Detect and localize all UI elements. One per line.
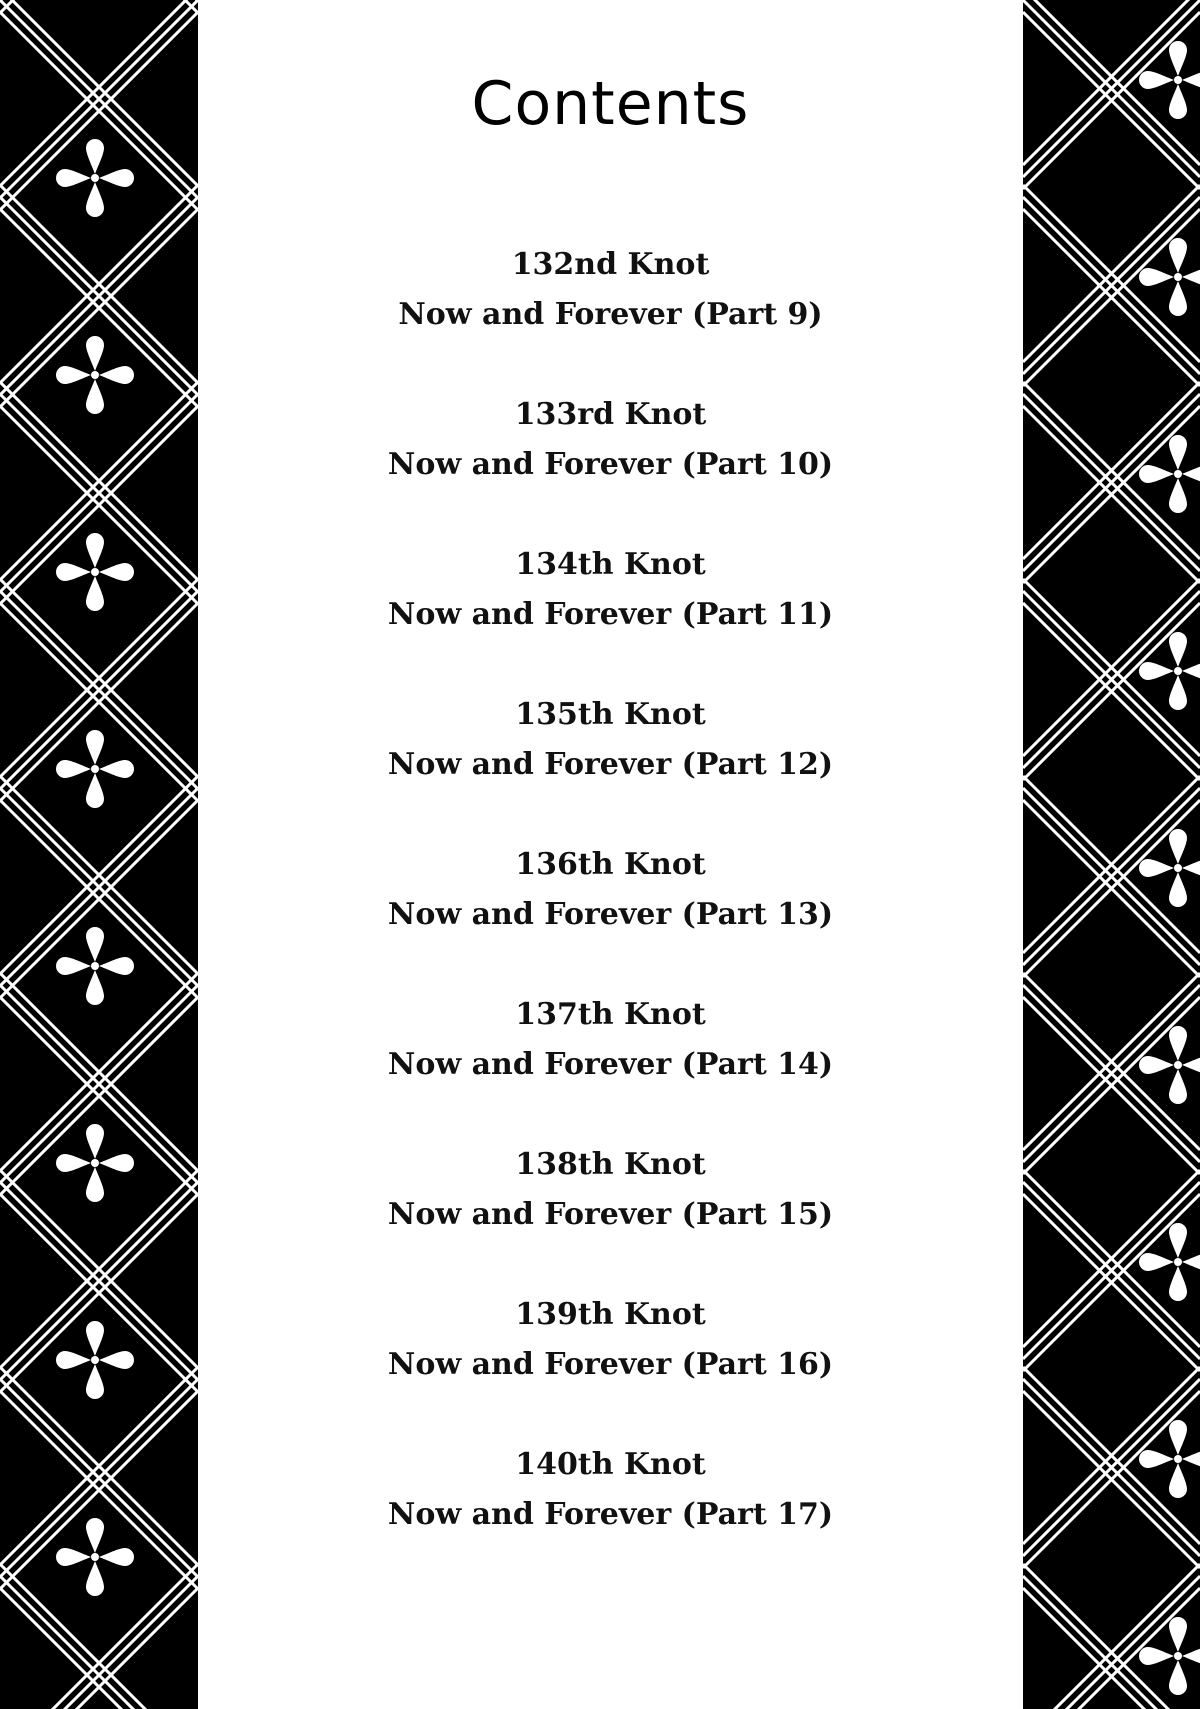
four-petal-flower-icon [56, 927, 134, 1005]
chapter-number: 134th Knot [515, 547, 706, 582]
chapter-number: 135th Knot [515, 697, 706, 732]
toc-entry [198, 1440, 1023, 1590]
four-petal-flower-icon [56, 336, 134, 414]
toc-entry [198, 390, 1023, 540]
page-title: Contents [471, 69, 750, 139]
chapter-number: 140th Knot [515, 1447, 706, 1482]
chapter-title: Now and Forever (Part 12) [387, 747, 834, 782]
chapter-number: 138th Knot [515, 1147, 706, 1182]
table-of-contents [198, 240, 1023, 1590]
toc-entry [198, 990, 1023, 1140]
chapter-title: Now and Forever (Part 14) [387, 1047, 834, 1082]
chapter-title: Now and Forever (Part 15) [387, 1197, 834, 1232]
lattice-pattern [1023, 0, 1200, 1709]
left-decorative-border [0, 0, 198, 1709]
four-petal-flower-icon [56, 533, 134, 611]
four-petal-flower-icon [56, 1124, 134, 1202]
right-decorative-border [1023, 0, 1200, 1709]
four-petal-flower-icon [56, 730, 134, 808]
toc-entry [198, 540, 1023, 690]
chapter-number: 137th Knot [515, 997, 706, 1032]
toc-entry [198, 690, 1023, 840]
chapter-title: Now and Forever (Part 10) [387, 447, 834, 482]
chapter-title: Now and Forever (Part 17) [387, 1497, 834, 1532]
lattice-pattern [0, 0, 198, 1709]
four-petal-flower-icon [56, 139, 134, 217]
chapter-title: Now and Forever (Part 13) [387, 897, 834, 932]
chapter-title: Now and Forever (Part 16) [387, 1347, 834, 1382]
four-petal-flower-icon [56, 1321, 134, 1399]
chapter-title: Now and Forever (Part 9) [398, 297, 823, 332]
chapter-number: 136th Knot [515, 847, 706, 882]
chapter-number: 133rd Knot [514, 397, 707, 432]
contents-panel [198, 0, 1023, 1709]
chapter-title: Now and Forever (Part 11) [387, 597, 834, 632]
toc-entry [198, 1290, 1023, 1440]
four-petal-flower-icon [56, 1518, 134, 1596]
toc-entry [198, 840, 1023, 990]
chapter-number: 139th Knot [515, 1297, 706, 1332]
toc-entry [198, 240, 1023, 390]
chapter-number: 132nd Knot [511, 247, 710, 282]
toc-entry [198, 1140, 1023, 1290]
